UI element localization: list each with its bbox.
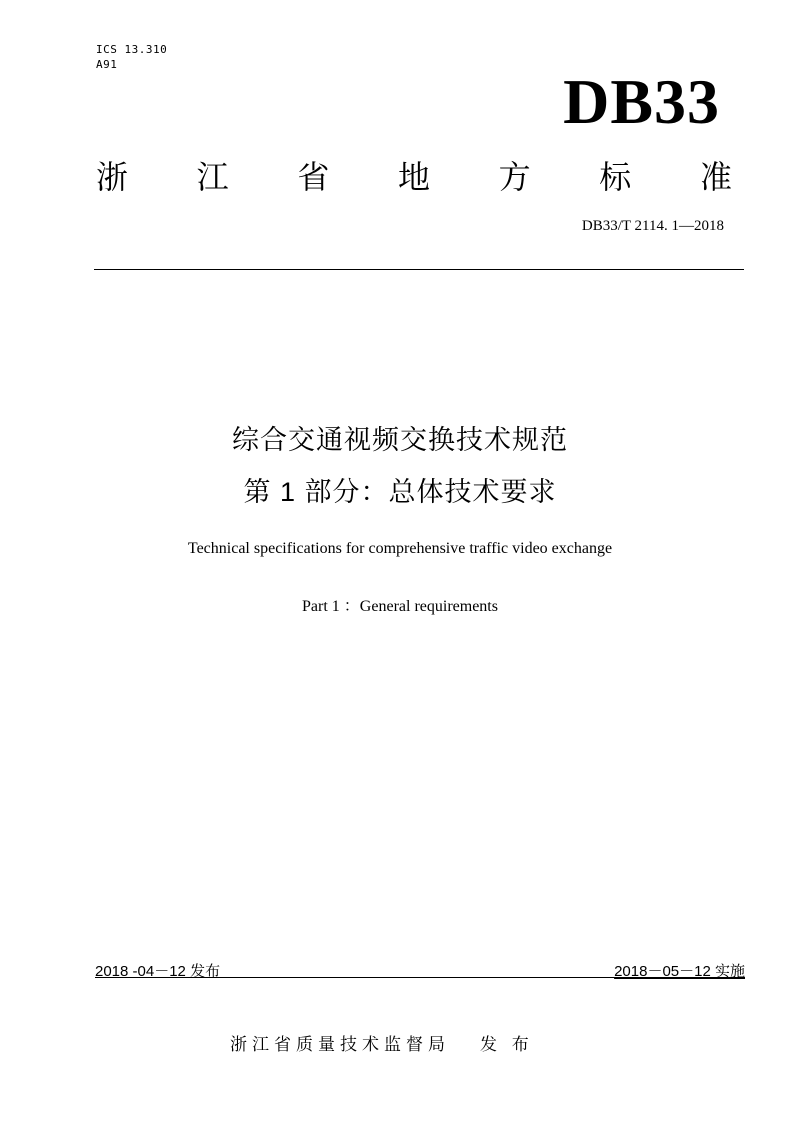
publish-label: 发 布 (480, 1035, 534, 1054)
standard-mark: DB33 (563, 66, 720, 137)
standard-type-char: 标 (599, 159, 632, 195)
standard-type-title (96, 157, 732, 197)
ics-code: ICS 13.310 (96, 43, 168, 56)
standard-type-char: 地 (397, 159, 430, 195)
standard-type-char: 方 (498, 159, 531, 195)
publisher-line (230, 1030, 534, 1055)
title-en-main: Technical specifications for comprehensive traffic video exchange (187, 540, 613, 557)
standard-type-char: 省 (297, 159, 330, 195)
category-code: A91 (96, 58, 118, 71)
footer-divider (95, 977, 745, 978)
standard-type-char: 江 (196, 159, 229, 195)
implement-date: 2018－05－12 实施 (614, 963, 745, 980)
standard-type-char: 准 (699, 159, 732, 195)
header-divider (94, 269, 744, 270)
release-date: 2018 -04－12 发布 (95, 963, 221, 980)
classification-codes (96, 42, 167, 72)
publisher-name: 浙江省质量技术监督局 (230, 1035, 450, 1054)
standard-type-char: 浙 (96, 159, 129, 195)
title-zh-part: 第 1 部分：总体技术要求 (243, 477, 557, 507)
standard-number: DB33/T 2114. 1—2018 (581, 218, 724, 234)
title-en-part: Part 1 ：General requirements (302, 598, 498, 615)
title-zh-main: 综合交通视频交换技术规范 (232, 425, 568, 455)
